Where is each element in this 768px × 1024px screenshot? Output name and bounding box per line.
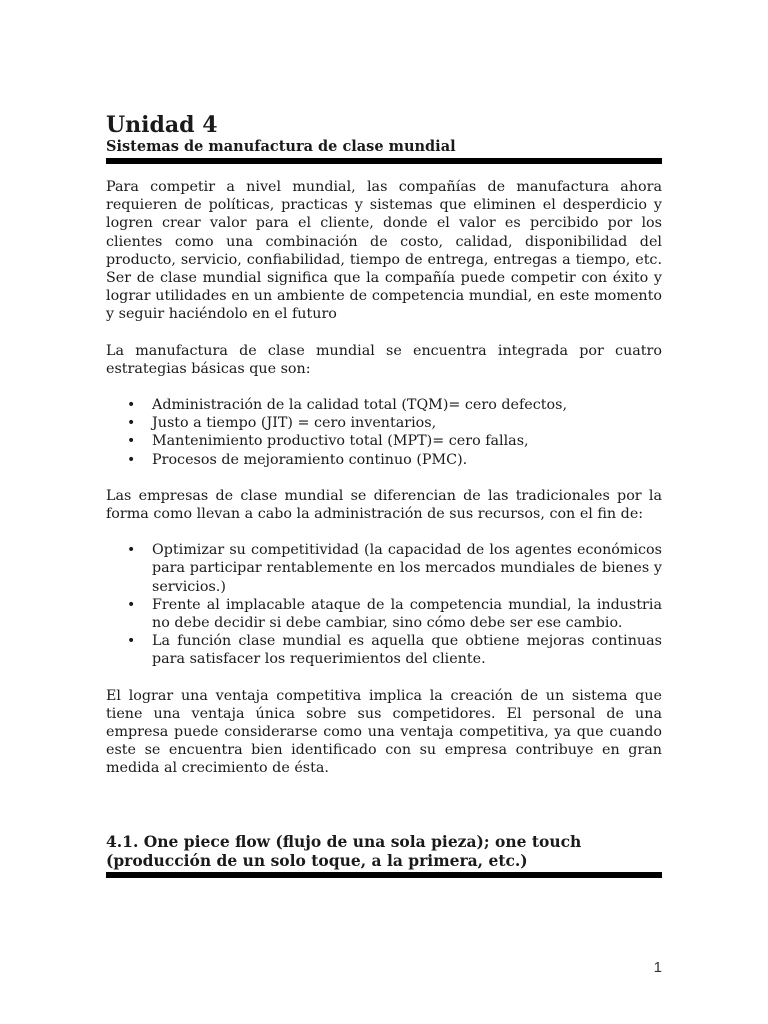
unit-title: Unidad 4 bbox=[106, 112, 218, 138]
list-item: • Procesos de mejoramiento continuo (PMC). bbox=[106, 451, 662, 469]
intro-paragraph: Para competir a nivel mundial, las compañías de manufactura ahora requieren de políticas, practicas y sistemas que eliminen el desperdicio y logren crear valor para el cliente, donde el valor es percibido por los clientes como una combinación de costo, calidad, disponibilidad del producto, servicio, confiabilidad, tiempo de entrega, entregas a tiempo, etc. Ser de clase mundial significa que la compañía puede competir con éxito y lograr utilidades en un ambiente de competencia mundial, en este momento y seguir haciéndolo en el futuro bbox=[106, 179, 662, 323]
list-item: • Justo a tiempo (JIT) = cero inventarios, bbox=[106, 414, 662, 432]
competitive-advantage-paragraph: El lograr una ventaja competitiva implica la creación de un sistema que tiene una ventaja única sobre sus competidores. El personal de una empresa puede considerarse como una ventaja competitiva, ya que cuando este se encuentra bien identificado con su empresa contribuye en gran medida al crecimiento de ésta. bbox=[106, 687, 662, 777]
page-number: 1 bbox=[653, 959, 662, 976]
list-item: • Administración de la calidad total (TQM)= cero defectos, bbox=[106, 396, 662, 414]
document-page bbox=[106, 112, 662, 878]
title-rule bbox=[106, 158, 662, 164]
strategies-list bbox=[106, 396, 662, 469]
list-item: • Frente al implacable ataque de la competencia mundial, la industria no debe decidir si debe cambiar, sino cómo debe ser ese cambio. bbox=[106, 596, 662, 632]
section-rule bbox=[106, 872, 662, 878]
list-item: • Mantenimiento productivo total (MPT)= cero fallas, bbox=[106, 432, 662, 450]
list-item: • La función clase mundial es aquella que obtiene mejoras continuas para satisfacer los requerimientos del cliente. bbox=[106, 632, 662, 668]
unit-subtitle: Sistemas de manufactura de clase mundial bbox=[106, 138, 456, 155]
goals-list bbox=[106, 541, 662, 668]
list-item: • Optimizar su competitividad (la capacidad de los agentes económicos para participar rentablemente en los mercados mundiales de bienes y servicios.) bbox=[106, 541, 662, 596]
strategies-intro-paragraph: La manufactura de clase mundial se encuentra integrada por cuatro estrategias básicas que son: bbox=[106, 342, 662, 377]
goals-intro-paragraph: Las empresas de clase mundial se diferencian de las tradicionales por la forma como llevan a cabo la administración de sus recursos, con el fin de: bbox=[106, 487, 662, 523]
section-heading: 4.1. One piece flow (flujo de una sola pieza); one touch (producción de un solo toque, a la primera, etc.) bbox=[106, 831, 582, 870]
